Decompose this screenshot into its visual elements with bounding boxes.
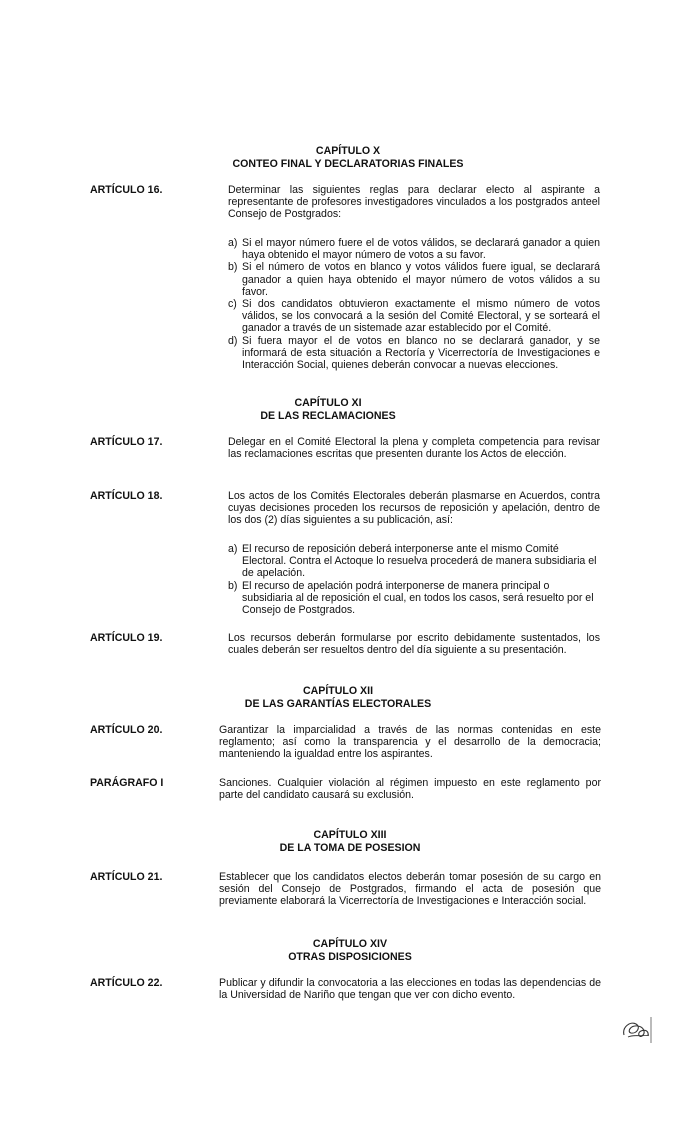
- list-marker: d): [228, 334, 238, 347]
- article-label: ARTÍCULO 22.: [90, 977, 163, 989]
- chapter-heading: [2, 829, 696, 854]
- chapter-title: DE LAS RECLAMACIONES: [260, 409, 396, 422]
- chapter-title: CONTEO FINAL Y DECLARATORIAS FINALES: [232, 157, 464, 170]
- article-label: ARTÍCULO 16.: [90, 184, 163, 196]
- article-text: [228, 184, 600, 221]
- chapter-number: CAPÍTULO XIII: [313, 829, 387, 841]
- chapter-number: CAPÍTULO X: [315, 145, 381, 157]
- list-item: [228, 543, 600, 580]
- article-text: [228, 436, 600, 460]
- list-item-text: Si el número de votos en blanco y votos válidos fuere igual, se declarará ganador a quien haya obtenido el mayor número de votos válidos a su favor.: [242, 261, 600, 298]
- article-label: ARTÍCULO 18.: [90, 490, 163, 502]
- list-item-text: Si el mayor número fuere el de votos válidos, se declarará ganador a quien haya obtenido el mayor número de votos a su favor.: [242, 237, 600, 262]
- article-paragraph: Garantizar la imparcialidad a través de las normas contenidas en este reglamento; así como la transparencia y el desarrollo de la democracia; manteniendo la igualdad entre los aspirantes.: [219, 724, 601, 761]
- list-marker: c): [228, 298, 237, 311]
- article-paragraph: Sanciones. Cualquier violación al régimen impuesto en este reglamento por parte del candidato causará su exclusión.: [219, 777, 601, 802]
- article-text: [219, 777, 601, 801]
- list-item: [228, 335, 600, 372]
- list-item: [228, 580, 600, 617]
- list-marker: b): [228, 579, 238, 592]
- chapter-title: DE LA TOMA DE POSESION: [279, 841, 421, 854]
- article-text: [228, 490, 600, 527]
- list-item: [228, 261, 600, 298]
- chapter-title: DE LAS GARANTÍAS ELECTORALES: [244, 697, 432, 710]
- list-item-text: Si dos candidatos obtuvieron exactamente el mismo número de votos válidos, se los convocará a la sesión del Comité Electoral, y se sorteará el ganador a través de un sistemade azar establecido por el Comité.: [242, 298, 600, 335]
- list-marker: a): [228, 543, 238, 555]
- chapter-heading: [2, 938, 696, 963]
- article-paragraph: Los actos de los Comités Electorales deberán plasmarse en Acuerdos, contra cuyas decisiones proceden los recursos de reposición y apelación, dentro de los dos (2) días siguientes a su publicación, así:: [228, 490, 600, 527]
- signature-initials-icon: [618, 1015, 654, 1045]
- article-label: ARTÍCULO 19.: [90, 632, 163, 644]
- article-paragraph: Los recursos deberán formularse por escrito debidamente sustentados, los cuales deberán ser resueltos dentro del día siguiente a su presentación.: [228, 632, 600, 657]
- article-label: ARTÍCULO 20.: [90, 724, 163, 736]
- article-paragraph: Determinar las siguientes reglas para declarar electo al aspirante a representante de profesores investigadores vinculados a los postgrados anteel Consejo de Postgrados:: [228, 184, 600, 221]
- list-item-text: El recurso de apelación podrá interponerse de manera principal o subsidiaria al de reposición el cual, en todos los casos, será resuelto por el Consejo de Postgrados.: [242, 579, 594, 617]
- article-label: ARTÍCULO 21.: [90, 871, 163, 883]
- list-marker: a): [228, 237, 238, 249]
- chapter-number: CAPÍTULO XI: [294, 397, 362, 409]
- article-label: ARTÍCULO 17.: [90, 436, 163, 448]
- paragraph-label: PARÁGRAFO I: [90, 777, 164, 789]
- article-text: [228, 632, 600, 656]
- article-paragraph: Publicar y difundir la convocatoria a las elecciones en todas las dependencias de la Universidad de Nariño que tengan que ver con dicho evento.: [219, 977, 601, 1002]
- article-text: [219, 871, 601, 908]
- chapter-title: OTRAS DISPOSICIONES: [288, 950, 412, 963]
- article-paragraph: Delegar en el Comité Electoral la plena y completa competencia para revisar las reclamaciones escritas que presenten durante los Actos de elección.: [228, 436, 600, 461]
- chapter-number: CAPÍTULO XIV: [312, 938, 388, 950]
- article-list: [228, 237, 600, 371]
- list-marker: b): [228, 261, 238, 274]
- chapter-heading: [0, 397, 676, 422]
- article-text: [219, 977, 601, 1001]
- article-list: [228, 543, 600, 616]
- list-item: [228, 298, 600, 335]
- list-item-text: El recurso de reposición deberá interponerse ante el mismo Comité Electoral. Contra el Actoque lo resuelva procederá de manera subsidiaria el de apelación.: [242, 543, 597, 580]
- chapter-number: CAPÍTULO XII: [302, 685, 374, 697]
- list-item: [228, 237, 600, 261]
- list-item-text: Si fuera mayor el de votos en blanco no se declarará ganador, y se informará de esta situación a Rectoría y Vicerrectoría de Investigaciones e Interacción Social, quienes deberán convocar a nuevas elecciones.: [242, 334, 600, 372]
- chapter-heading: [0, 685, 686, 710]
- article-paragraph: Establecer que los candidatos electos deberán tomar posesión de su cargo en sesión del Consejo de Postgrados, firmando el acta de posesión que previamente elaborará la Vicerrectoría de Investigaciones e Interacción social.: [219, 871, 601, 908]
- article-text: [219, 724, 601, 761]
- chapter-heading: [0, 145, 696, 170]
